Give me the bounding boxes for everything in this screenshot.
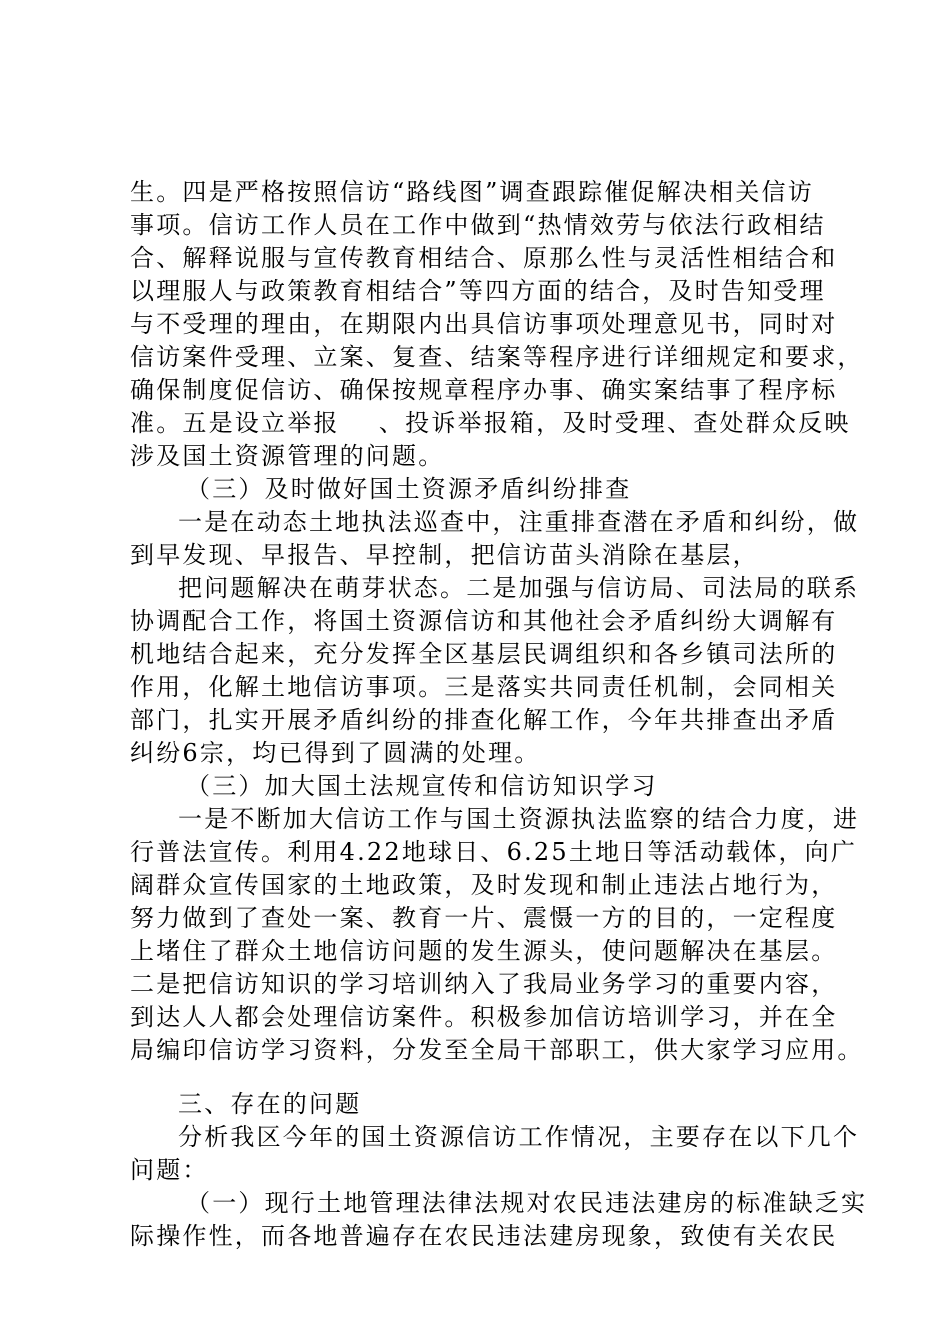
- text-line-25: 二是把信访知识的学习培训纳入了我局业务学习的重要内容，: [130, 970, 838, 998]
- text-line-27: 局编印信访学习资料，分发至全局干部职工，供大家学习应用。: [130, 1036, 864, 1064]
- text-line-8: 准。五是设立举报 、投诉举报箱，及时受理、查处群众反映: [130, 409, 851, 437]
- text-line-32: 际操作性，而各地普遍存在农民违法建房现象，致使有关农民: [130, 1222, 838, 1250]
- text-line-18: 纠纷6宗，均已得到了圆满的处理。: [130, 739, 541, 767]
- text-line-20: 一是不断加大信访工作与国土资源执法监察的结合力度，进: [178, 805, 860, 833]
- section-heading-2: （三）加大国土法规宣传和信访知识学习: [186, 772, 658, 800]
- text-line-22: 阔群众宣传国家的土地政策，及时发现和制止违法占地行为，: [130, 871, 838, 899]
- text-line-17: 部门，扎实开展矛盾纠纷的排查化解工作，今年共排查出矛盾: [130, 706, 838, 734]
- text-line-7: 确保制度促信访、确保按规章程序办事、确实案结事了程序标: [130, 376, 838, 404]
- text-line-29: 分析我区今年的国土资源信访工作情况，主要存在以下几个: [178, 1123, 860, 1151]
- text-line-21: 行普法宣传。利用4.22地球日、6.25土地日等活动载体，向广: [130, 838, 858, 866]
- text-line-30: 问题：: [130, 1156, 209, 1184]
- text-line-4: 以理服人与政策教育相结合”等四方面的结合，及时告知受理: [130, 277, 826, 305]
- text-line-26: 到达人人都会处理信访案件。积极参加信访培训学习，并在全: [130, 1003, 838, 1031]
- text-line-9: 涉及国土资源管理的问题。: [130, 442, 445, 470]
- text-line-15: 机地结合起来，充分发挥全区基层民调组织和各乡镇司法所的: [130, 640, 838, 668]
- text-line-5: 与不受理的理由，在期限内出具信访事项处理意见书，同时对: [130, 310, 838, 338]
- section-heading-1: （三）及时做好国土资源矛盾纠纷排查: [186, 475, 632, 503]
- text-line-14: 协调配合工作，将国土资源信访和其他社会矛盾纠纷大调解有: [130, 607, 838, 635]
- text-line-3: 合、解释说服与宣传教育相结合、原那么性与灵活性相结合和: [130, 244, 838, 272]
- text-line-2: 事项。信访工作人员在工作中做到“热情效劳与依法行政相结: [130, 211, 826, 239]
- text-line-1: 生。四是严格按照信访“路线图”调查跟踪催促解决相关信访: [130, 178, 814, 206]
- text-line-11: 一是在动态土地执法巡查中，注重排查潜在矛盾和纠纷，做: [178, 508, 860, 536]
- text-line-6: 信访案件受理、立案、复查、结案等程序进行详细规定和要求，: [130, 343, 864, 371]
- text-line-13: 把问题解决在萌芽状态。二是加强与信访局、司法局的联系: [178, 574, 860, 602]
- text-line-23: 努力做到了查处一案、教育一片、震慑一方的目的，一定程度: [130, 904, 838, 932]
- text-line-16: 作用，化解土地信访事项。三是落实共同责任机制，会同相关: [130, 673, 838, 701]
- text-line-12: 到早发现、早报告、早控制，把信访苗头消除在基层，: [130, 541, 759, 569]
- text-line-24: 上堵住了群众土地信访问题的发生源头，使问题解决在基层。: [130, 937, 838, 965]
- section-heading-3: 三、存在的问题: [178, 1090, 362, 1118]
- text-line-31: （一）现行土地管理法律法规对农民违法建房的标准缺乏实: [186, 1189, 868, 1217]
